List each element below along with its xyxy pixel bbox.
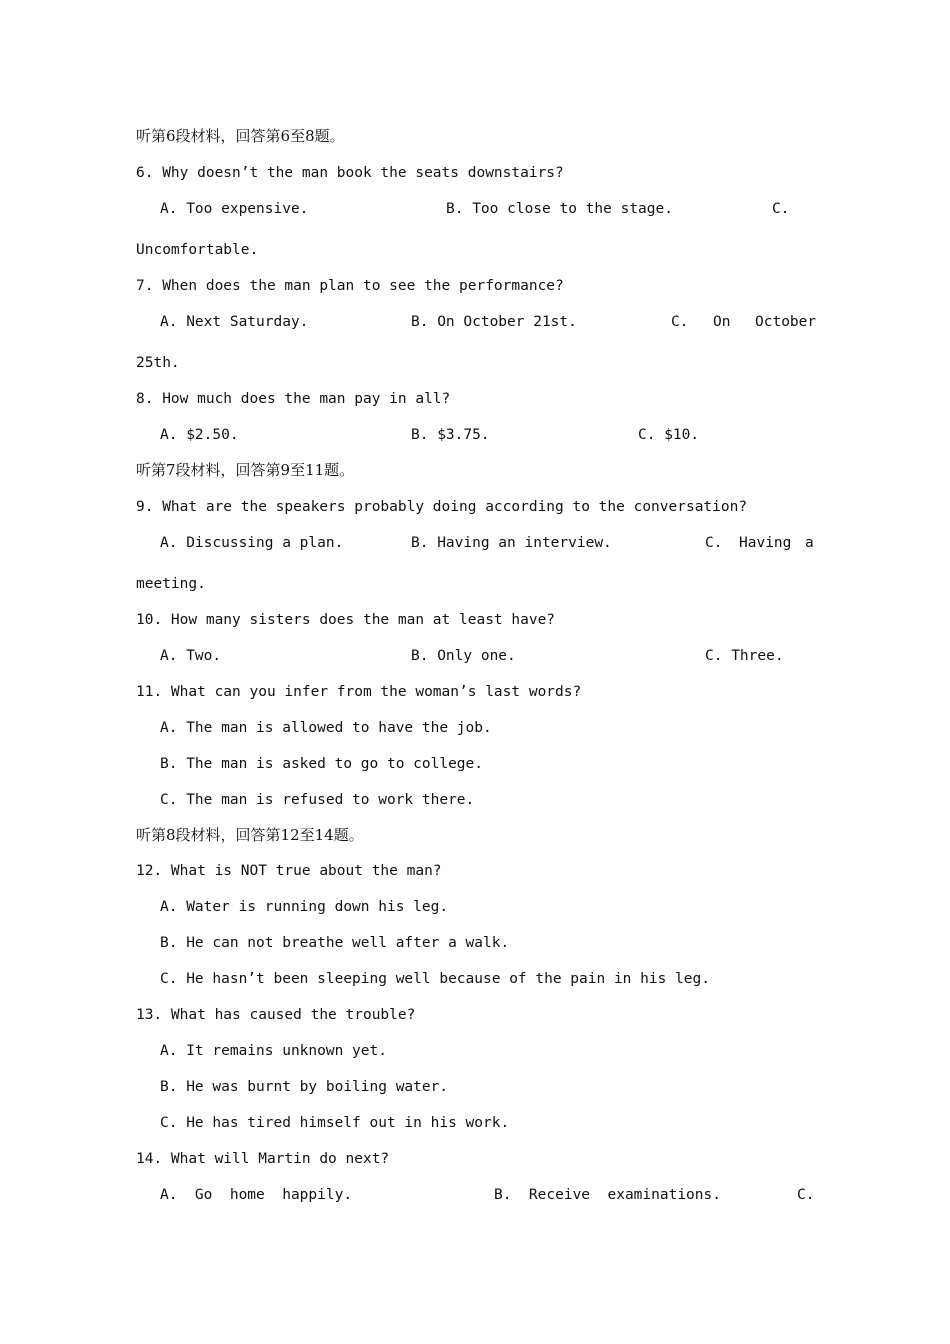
question-6-option-c: C. <box>772 201 790 217</box>
question-12-option-c: C. He hasn’t been sleeping well because of the pain in his leg. <box>160 971 710 987</box>
question-13-option-c: C. He has tired himself out in his work. <box>160 1115 510 1131</box>
question-11-stem: 11. What can you infer from the woman’s last words? <box>136 684 582 700</box>
question-10-option-c: C. Three. <box>705 648 784 664</box>
question-9-stem: 9. What are the speakers probably doing according to the conversation? <box>136 499 748 515</box>
question-12-option-b: B. He can not breathe well after a walk. <box>160 935 510 951</box>
section-8-heading: 听第8段材料，回答第12至14题。 <box>136 826 364 844</box>
question-6-option-c-text: Uncomfortable. <box>136 242 259 258</box>
question-12-stem: 12. What is NOT true about the man? <box>136 863 442 879</box>
question-6-option-a: A. Too expensive. <box>160 201 309 217</box>
question-13-stem: 13. What has caused the trouble? <box>136 1007 416 1023</box>
question-9-option-c-text: meeting. <box>136 576 206 592</box>
question-14-option-b: B. Receive examinations. <box>494 1187 721 1203</box>
question-14-option-c: C. <box>797 1187 815 1203</box>
question-8-stem: 8. How much does the man pay in all? <box>136 391 451 407</box>
question-7-option-c-word1: On <box>713 314 731 330</box>
question-8-option-c: C. $10. <box>638 427 700 443</box>
question-13-option-b: B. He was burnt by boiling water. <box>160 1079 449 1095</box>
section-7-heading: 听第7段材料，回答第9至11题。 <box>136 461 355 479</box>
question-11-option-a: A. The man is allowed to have the job. <box>160 720 492 736</box>
question-10-option-b: B. Only one. <box>411 648 516 664</box>
question-14-option-a: A. Go home happily. <box>160 1187 353 1203</box>
question-7-option-a: A. Next Saturday. <box>160 314 309 330</box>
question-10-option-a: A. Two. <box>160 648 222 664</box>
question-7-option-c-word2: October <box>755 314 817 330</box>
question-9-option-a: A. Discussing a plan. <box>160 535 344 551</box>
question-7-option-c-text: 25th. <box>136 355 180 371</box>
question-8-option-a: A. $2.50. <box>160 427 239 443</box>
question-7-option-c-letter: C. <box>671 314 689 330</box>
question-6-option-b: B. Too close to the stage. <box>446 201 673 217</box>
question-6-stem: 6. Why doesn’t the man book the seats downstairs? <box>136 165 564 181</box>
question-11-option-c: C. The man is refused to work there. <box>160 792 475 808</box>
question-9-option-c-word1: Having <box>739 535 792 551</box>
question-10-stem: 10. How many sisters does the man at least have? <box>136 612 556 628</box>
question-7-option-b: B. On October 21st. <box>411 314 577 330</box>
question-13-option-a: A. It remains unknown yet. <box>160 1043 387 1059</box>
question-9-option-c-word2: a <box>805 535 814 551</box>
question-9-option-b: B. Having an interview. <box>411 535 612 551</box>
question-9-option-c-letter: C. <box>705 535 723 551</box>
question-8-option-b: B. $3.75. <box>411 427 490 443</box>
question-12-option-a: A. Water is running down his leg. <box>160 899 449 915</box>
question-11-option-b: B. The man is asked to go to college. <box>160 756 484 772</box>
question-14-stem: 14. What will Martin do next? <box>136 1151 390 1167</box>
question-7-stem: 7. When does the man plan to see the performance? <box>136 278 564 294</box>
section-6-heading: 听第6段材料，回答第6至8题。 <box>136 127 345 145</box>
